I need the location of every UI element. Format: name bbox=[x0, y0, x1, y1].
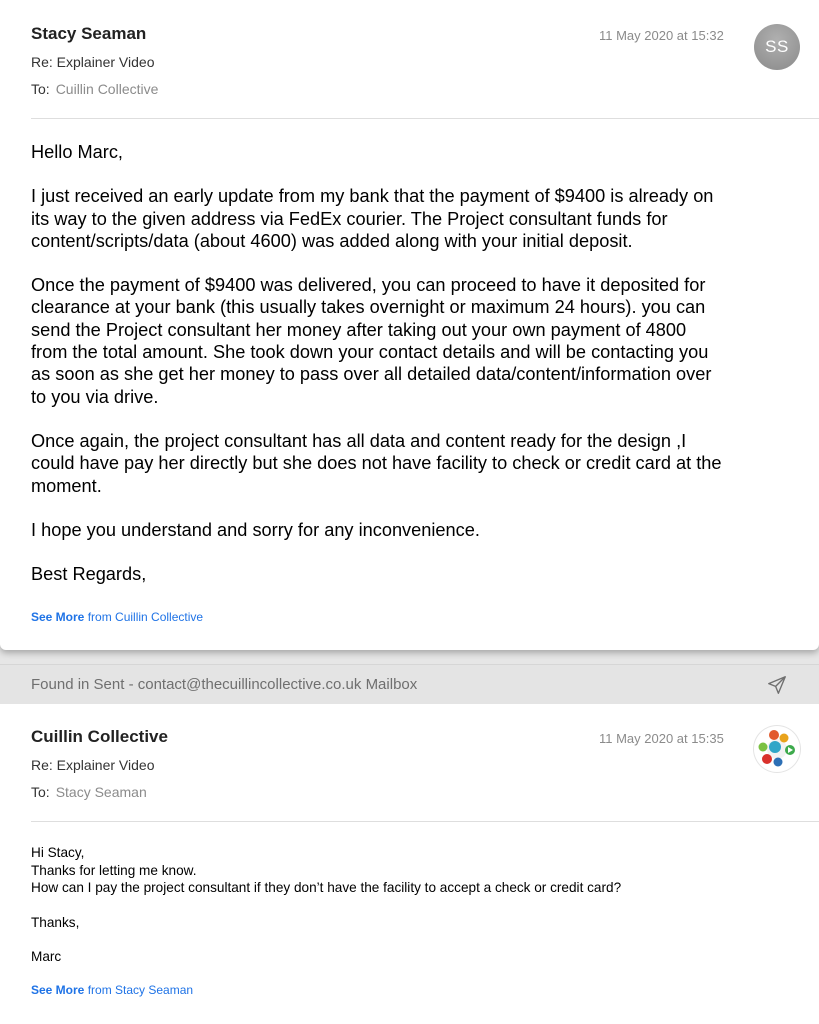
message-date: 11 May 2020 at 15:35 bbox=[599, 731, 724, 746]
message-body bbox=[31, 141, 801, 607]
header-divider bbox=[31, 118, 819, 119]
message-subject: Re: Explainer Video bbox=[31, 757, 155, 773]
see-more-source: from Cuillin Collective bbox=[87, 610, 204, 624]
sender-name[interactable]: Stacy Seaman bbox=[31, 24, 147, 43]
header-divider bbox=[31, 821, 819, 822]
to-label: To: bbox=[31, 81, 50, 97]
message-body bbox=[31, 844, 791, 983]
body-paragraph: I just received an early update from my bank that the payment of $9400 is already on its way to the given address via FedEx courier. The Project consultant funds for content/scripts/data (about 4600) was added along with your initial deposit. bbox=[31, 186, 714, 251]
to-label: To: bbox=[31, 784, 50, 800]
body-paragraph: Hello Marc, bbox=[31, 142, 123, 162]
body-paragraph: Best Regards, bbox=[31, 564, 147, 585]
recipient-name[interactable]: Stacy Seaman bbox=[55, 784, 147, 800]
body-paragraph: Hi Stacy, Thanks for letting me know. How can I pay the project consultant if they don’t have the facility to accept a check or credit card? bbox=[31, 845, 622, 895]
recipient-line bbox=[31, 784, 147, 800]
see-more-label: See More bbox=[31, 983, 85, 997]
avatar[interactable] bbox=[754, 24, 800, 70]
see-more-source: from Stacy Seaman bbox=[87, 983, 194, 997]
body-paragraph: Once again, the project consultant has all data and content ready for the design ,I could have pay her directly but she does not have facility to check or credit card at the moment. bbox=[31, 430, 722, 496]
body-paragraph: Once the payment of $9400 was delivered, you can proceed to have it deposited for clearance at your bank (this usually takes overnight or maximum 24 hours). you can send the Project consultant her money after taking out your own payment of 4800 from the total amount. She took down your contact details and will be contacting you as soon as she get her money to pass over all detailed data/content/information over to you via drive. bbox=[31, 275, 712, 407]
avatar[interactable] bbox=[754, 726, 800, 772]
send-icon[interactable] bbox=[766, 674, 788, 696]
avatar-initials: SS bbox=[765, 37, 789, 56]
message-date: 11 May 2020 at 15:32 bbox=[599, 28, 724, 43]
sender-name[interactable]: Cuillin Collective bbox=[31, 727, 168, 746]
body-paragraph: I hope you understand and sorry for any inconvenience. bbox=[31, 519, 480, 540]
cuillin-logo-icon bbox=[754, 726, 800, 772]
mailbox-location-bar bbox=[0, 664, 819, 704]
message-subject: Re: Explainer Video bbox=[31, 54, 155, 70]
see-more-link[interactable] bbox=[31, 983, 193, 997]
see-more-label: See More bbox=[31, 610, 85, 624]
mailbox-location-text: Found in Sent - contact@thecuillincollective.co.uk Mailbox bbox=[31, 676, 418, 693]
see-more-link[interactable] bbox=[31, 610, 203, 624]
body-paragraph: Thanks, bbox=[31, 914, 80, 930]
recipient-name[interactable]: Cuillin Collective bbox=[55, 81, 159, 97]
body-paragraph: Marc bbox=[31, 949, 62, 964]
recipient-line bbox=[31, 81, 158, 97]
